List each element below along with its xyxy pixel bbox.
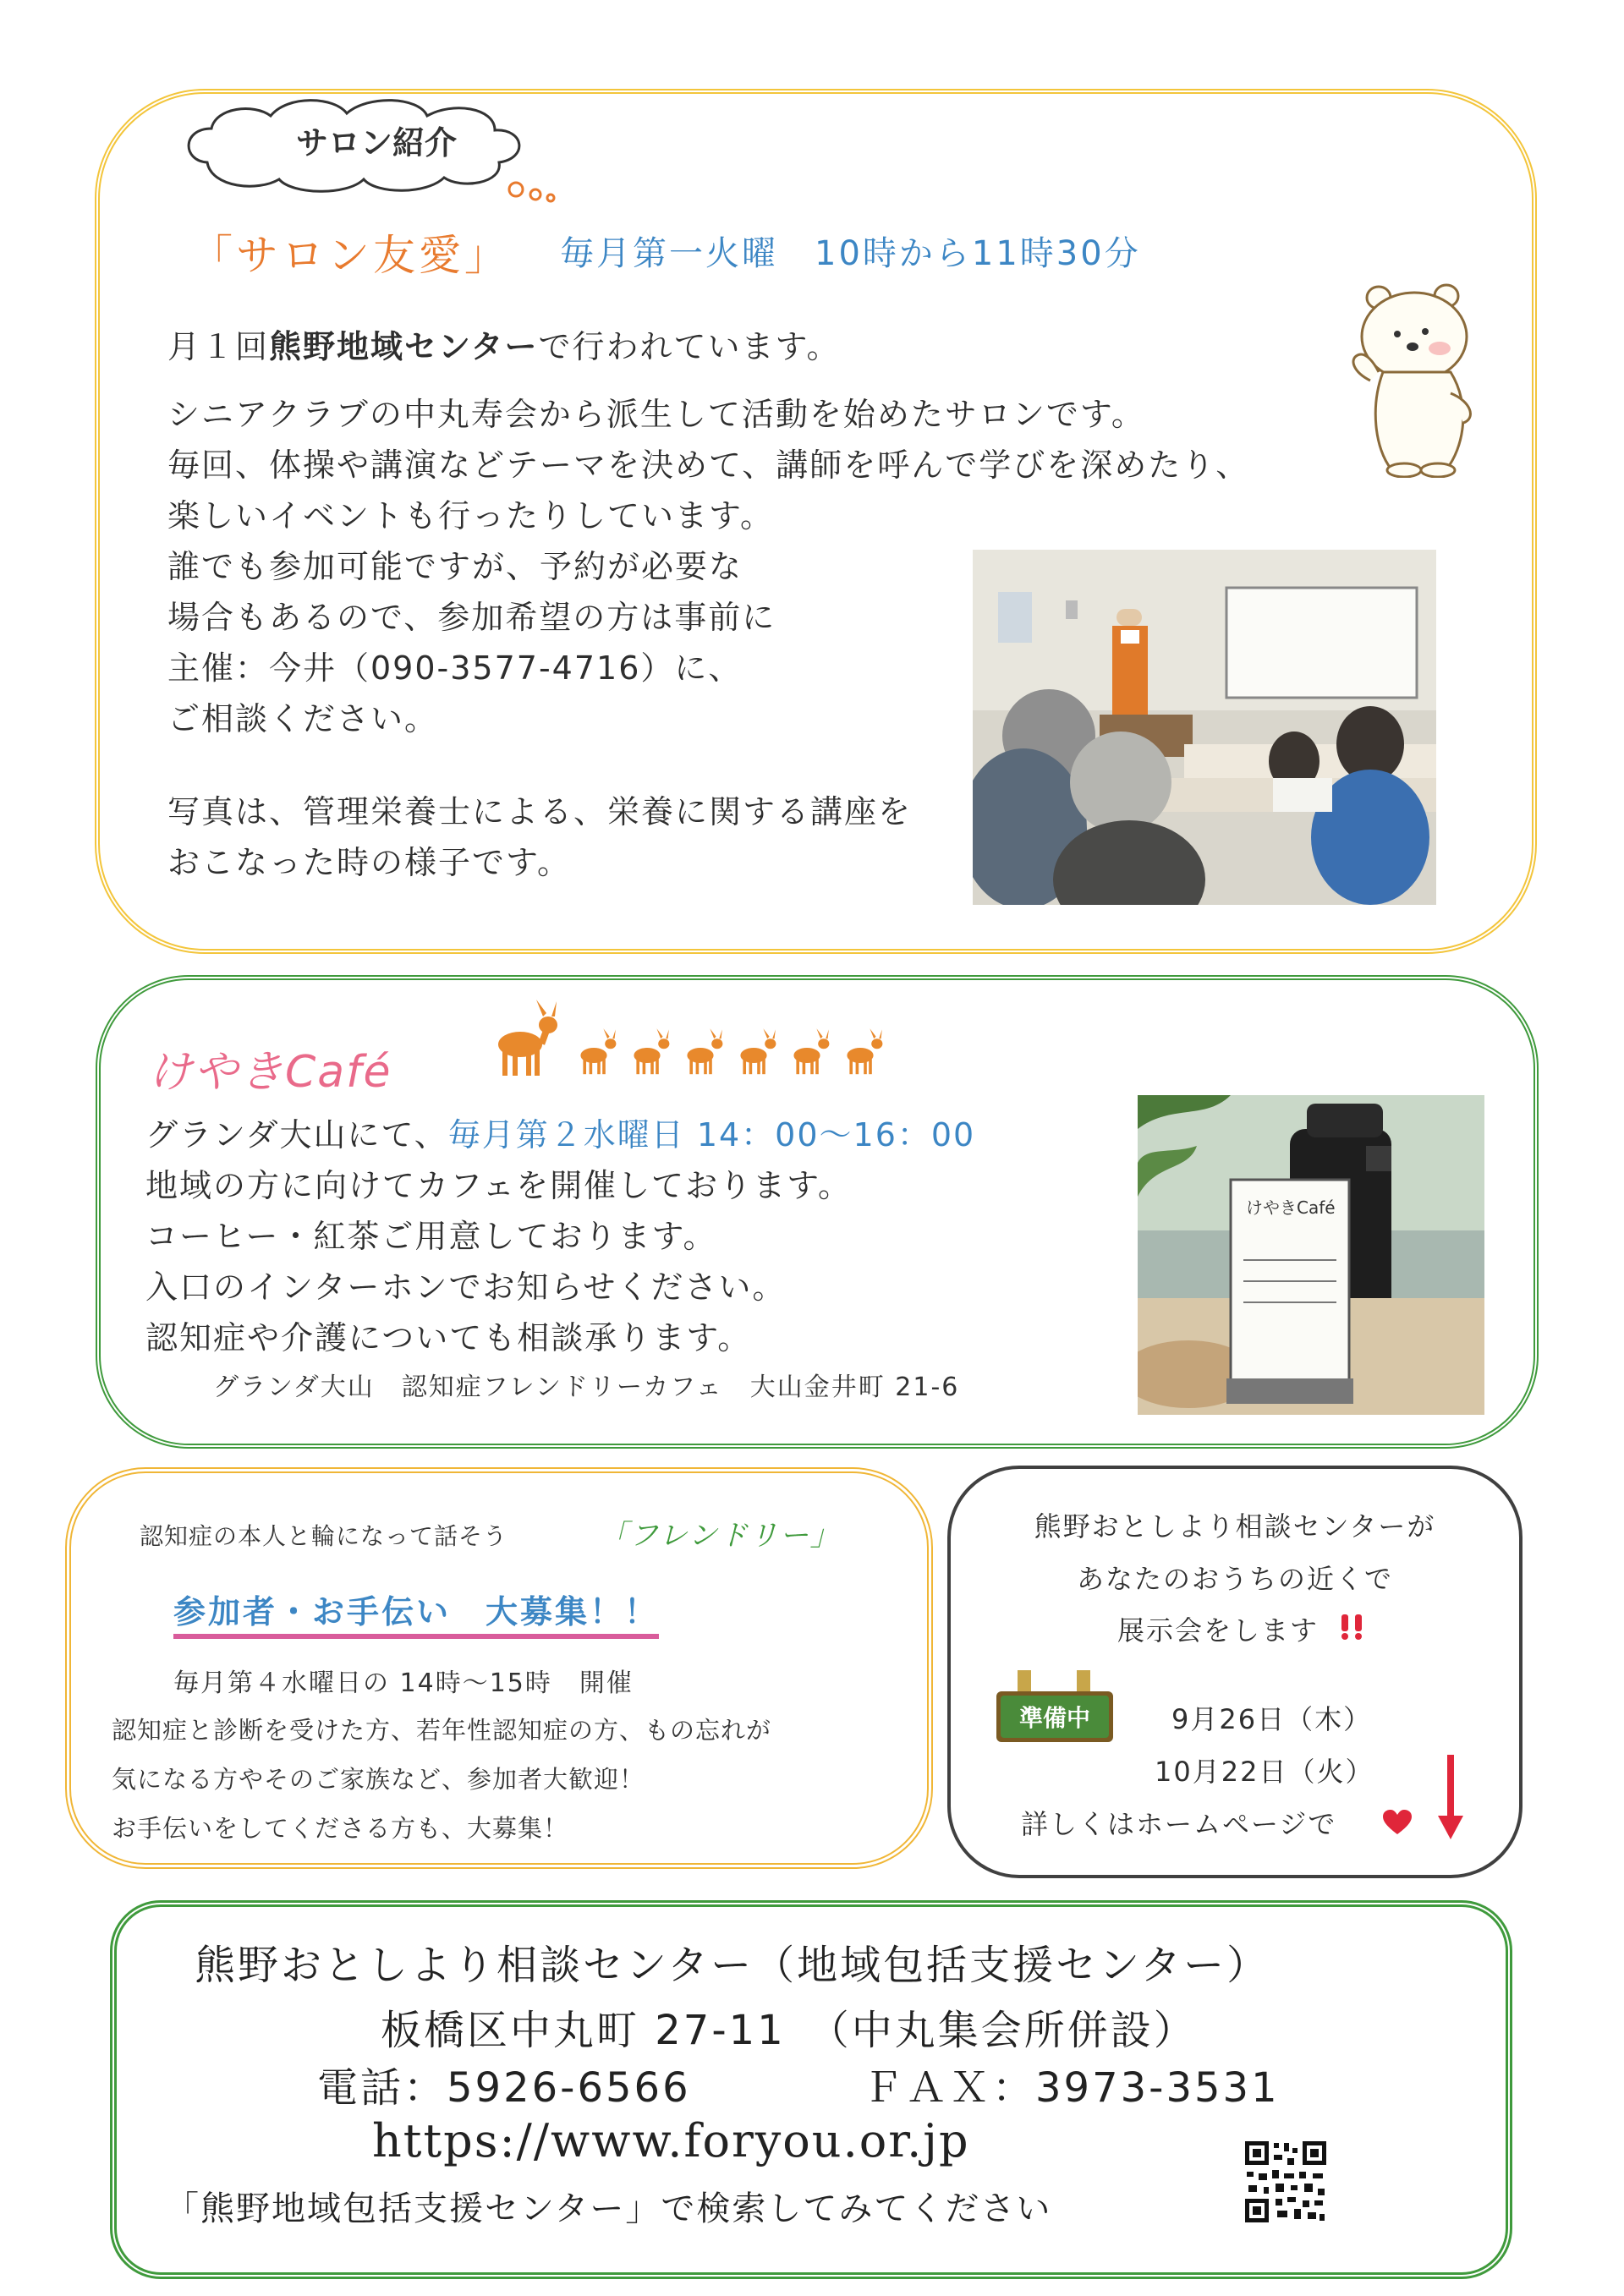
cafe-desc-line: 入口のインターホンでお知らせください。	[145, 1269, 787, 1306]
exhibition-date: 9月26日（木）	[1171, 1703, 1373, 1735]
cafe-schedule-line	[145, 1110, 975, 1160]
salon-heading: サロン紹介	[296, 124, 458, 162]
friendly-desc-line: 認知症と診断を受けた方、若年性認知症の方、もの忘れが	[112, 1716, 772, 1745]
cafe-title: けやきCafé	[148, 1047, 392, 1098]
organization-name: 熊野おとしより相談センター（地域包括支援センター）	[195, 1942, 1270, 1989]
salon-desc-line: 楽しいイベントも行ったりしています。	[167, 497, 774, 534]
deer-icons	[482, 998, 922, 1082]
website-link[interactable]: https://www.foryou.or.jp	[372, 2114, 970, 2167]
exhibition-line: 展示会をします	[1116, 1614, 1319, 1647]
friendly-desc-line: お手伝いをしてくださる方も、大募集！	[112, 1814, 569, 1843]
salon-photo-caption	[167, 786, 912, 888]
qr-code-icon[interactable]	[1243, 2140, 1328, 2224]
exhibition-line: あなたのおうちの近くで	[1076, 1563, 1393, 1595]
salon-desc-line: 誰でも参加可能ですが、予約が必要な	[167, 548, 743, 585]
salon-name: 「サロン友愛」	[190, 231, 510, 280]
caption-line: 写真は、管理栄養士による、栄養に関する講座を	[167, 793, 913, 830]
cafe-desc-line: 認知症や介護についても相談承ります。	[145, 1319, 752, 1356]
bear-illustration	[1345, 279, 1489, 478]
cafe-time: 毎月第２水曜日 14：00〜16：00	[447, 1116, 976, 1153]
exhibition-date: 10月22日（火）	[1155, 1756, 1374, 1788]
salon-desc-line: 主催：今井（090-3577-4716）に、	[167, 649, 743, 687]
cafe-desc-line: コーヒー・紅茶ご用意しております。	[145, 1218, 717, 1255]
search-hint: 「熊野地域包括支援センター」で検索してみてください	[165, 2189, 1052, 2228]
cafe-photo	[1138, 1095, 1484, 1415]
exhibition-line: 熊野おとしより相談センターが	[1034, 1510, 1436, 1543]
exhibition-detail: 詳しくはホームページで	[1021, 1808, 1337, 1840]
caption-line: おこなった時の様子です。	[167, 844, 571, 881]
friendly-lead: 認知症の本人と輪になって話そう	[140, 1522, 508, 1550]
cafe-venue: グランダ大山にて、	[145, 1116, 448, 1153]
salon-desc-line: 毎回、体操や講演などテーマを決めて、講師を呼んで学びを深めたり、	[167, 447, 1250, 484]
venue-suffix: で行われています。	[538, 328, 841, 365]
heart-icon	[1383, 1810, 1412, 1835]
friendly-schedule: 毎月第４水曜日の 14時〜15時 開催	[173, 1669, 634, 1698]
double-exclamation-icon	[1336, 1611, 1367, 1641]
friendly-name: 「フレンドリー」	[599, 1519, 841, 1553]
venue-name: 熊野地域センター	[269, 328, 539, 365]
salon-schedule: 毎月第一火曜 10時から11時30分	[560, 234, 1141, 273]
fax-number: ＦＡＸ：3973-3531	[863, 2064, 1280, 2112]
salon-venue-line	[167, 321, 840, 372]
salon-desc-line: シニアクラブの中丸寿会から派生して活動を始めたサロンです。	[167, 396, 1145, 433]
salon-desc-line: ご相談ください。	[167, 700, 439, 737]
friendly-description	[112, 1706, 771, 1853]
lecture-photo	[973, 550, 1436, 905]
down-arrow-icon	[1438, 1755, 1463, 1839]
venue-prefix: 月１回	[167, 328, 270, 365]
salon-desc-line: 場合もあるので、参加希望の方は事前に	[167, 599, 776, 636]
cafe-sign-text: けやきCafé	[1246, 1197, 1336, 1218]
friendly-recruit-banner: 参加者・お手伝い 大募集！！	[173, 1586, 659, 1639]
cafe-footer: グランダ大山 認知症フレンドリーカフェ 大山金井町 21-6	[213, 1373, 960, 1402]
friendly-desc-line: 気になる方やそのご家族など、参加者大歓迎！	[112, 1765, 645, 1794]
cafe-desc-line: 地域の方に向けてカフェを開催しております。	[145, 1167, 853, 1204]
telephone-number: 電話：5926-6566	[317, 2064, 691, 2112]
organization-address: 板橋区中丸町 27-11 （中丸集会所併設）	[381, 2007, 1197, 2054]
preparing-sign-label: 準備中	[1018, 1704, 1091, 1732]
cafe-description	[145, 1160, 852, 1363]
preparing-sign-icon	[992, 1670, 1117, 1755]
